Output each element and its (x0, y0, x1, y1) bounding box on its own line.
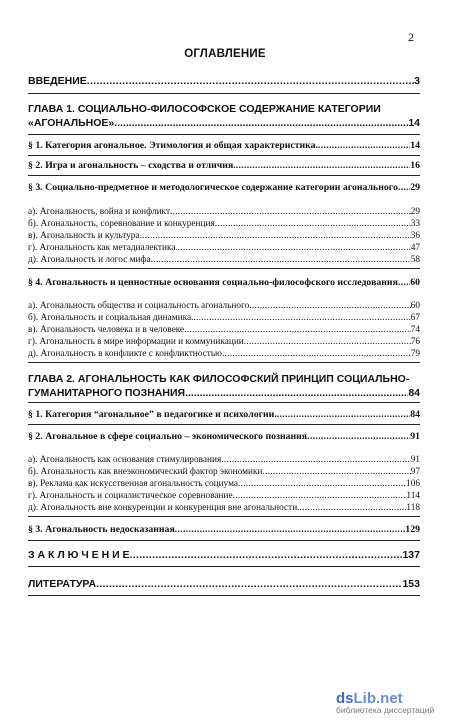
toc-entry-page: 106 (406, 479, 420, 489)
toc-entry-title: в). Агональность и культура (28, 231, 140, 241)
toc-entry-chapter-2[interactable] (28, 372, 420, 400)
toc-entry-title: д). Агональность в конфликте с конфликтностью (28, 349, 222, 359)
toc-entry-title: г). Агональность как метадиалектика. (28, 243, 178, 253)
toc-entry-page: 97 (410, 467, 420, 477)
divider (28, 566, 420, 567)
toc-entry-subsection[interactable] (28, 454, 420, 466)
toc-entry-subsection[interactable] (28, 336, 420, 348)
toc-entry-page: 153 (402, 578, 420, 590)
toc-entry-title: б). Агональность, соревнование и конкуренция (28, 219, 215, 229)
toc-entry-title: § 2. Агональное в сфере социально – экономического познания (28, 431, 308, 442)
watermark-subtitle: библиотека диссертаций (336, 705, 435, 715)
toc-entry-title: б). Агональность как внеэкономический фактор экономики (28, 467, 263, 477)
toc-entry-section[interactable] (28, 409, 420, 421)
toc-entry-subsection[interactable] (28, 242, 420, 254)
toc-entry-section[interactable] (28, 182, 420, 194)
toc-entry-subsection[interactable] (28, 218, 420, 230)
toc-entry-title: ГЛАВА 2. АГОНАЛЬНОСТЬ КАК ФИЛОСОФСКИЙ ПРИНЦИП СОЦИАЛЬНО- (28, 373, 410, 385)
toc-entry-section[interactable] (28, 160, 420, 172)
toc-entry-title: § 1. Категория “агональное” в педагогике и психологии. (28, 409, 277, 420)
toc-entry-title-continued: «АГОНАЛЬНОЕ» (28, 117, 115, 129)
toc-entry-section[interactable] (28, 431, 420, 443)
toc-entry-subsection[interactable] (28, 324, 420, 336)
toc-entry-page: 91 (410, 431, 420, 442)
toc-entry-subsection[interactable] (28, 348, 420, 360)
toc-entry-conclusion[interactable] (28, 549, 420, 561)
toc-entry-subsection[interactable] (28, 206, 420, 218)
divider (28, 268, 420, 269)
toc-entry-subsection[interactable] (28, 254, 420, 266)
toc-entry-title: г). Агональность в мире информации и коммуникации (28, 337, 244, 347)
toc-entry-title: в). Реклама как искусственная агональность социума (28, 479, 239, 489)
toc-entry-subsection[interactable] (28, 312, 420, 324)
toc-entry-page: 79 (410, 349, 420, 359)
toc-entry-title: а). Агональность общества и социальность агонального (28, 301, 250, 311)
toc-entry-subsection[interactable] (28, 478, 420, 490)
toc-entry-title: § 1. Категория агональное. Этимология и общая характеристика. (28, 140, 318, 151)
watermark (336, 690, 434, 715)
watermark-logo: dsLib.net (336, 690, 403, 707)
divider (28, 516, 420, 517)
toc-entry-page: 60 (410, 301, 420, 311)
toc-entry-subsection[interactable] (28, 230, 420, 242)
toc-entry-title: § 2. Игра и агональность – сходства и отличия. (28, 160, 236, 171)
toc-entry-page: 14 (410, 140, 420, 151)
toc-entry-page: 76 (410, 337, 420, 347)
toc-entry-page: 91 (410, 455, 420, 465)
toc-entry-subsection[interactable] (28, 490, 420, 502)
toc-entry-bibliography[interactable] (28, 578, 420, 590)
divider (28, 424, 420, 425)
toc-entry-title: д). Агональность и логос мифа (28, 255, 151, 265)
toc-entry-subsection[interactable] (28, 502, 420, 514)
toc-entry-title: г). Агональность и социалистическое соревнование (28, 491, 233, 501)
toc-entry-title: З А К Л Ю Ч Е Н И Е (28, 549, 130, 561)
toc-entry-title: в). Агональность человека и в человеке (28, 325, 185, 335)
toc-entry-page: 36 (410, 231, 420, 241)
divider (28, 155, 420, 156)
divider (28, 175, 420, 176)
toc-entry-title: ЛИТЕРАТУРА (28, 578, 97, 590)
toc-entry-title: а). Агональность как основания стимулирования (28, 455, 222, 465)
toc-entry-title: а). Агональность, война и конфликт (28, 207, 171, 217)
toc-entry-section[interactable] (28, 140, 420, 152)
toc-entry-subsection[interactable] (28, 300, 420, 312)
divider (28, 595, 420, 596)
toc-entry-page: 137 (402, 549, 420, 561)
divider (28, 134, 420, 135)
toc-entry-page: 74 (410, 325, 420, 335)
toc-entry-page: 84 (410, 409, 420, 420)
toc-entry-title: б). Агональность и социальная динамика. (28, 313, 194, 323)
toc-entry-page: 29 (410, 182, 420, 193)
toc-entry-page: 129 (405, 524, 420, 535)
toc-entry-title: § 4. Агональность и ценностные основания социально-философского исследования (28, 277, 398, 288)
toc-entry-title: ГЛАВА 1. СОЦИАЛЬНО-ФИЛОСОФСКОЕ СОДЕРЖАНИЕ КАТЕГОРИИ (28, 103, 381, 115)
toc-entry-page: 58 (410, 255, 420, 265)
toc-entry-title-continued: ГУМАНИТАРНОГО ПОЗНАНИЯ (28, 387, 186, 399)
toc-entry-section[interactable] (28, 277, 420, 289)
toc-entry-page: 16 (410, 160, 420, 171)
toc-entry-title: ВВЕДЕНИЕ (28, 75, 87, 87)
divider (28, 540, 420, 541)
divider (28, 93, 420, 94)
divider (28, 402, 420, 403)
toc-entry-section[interactable] (28, 524, 420, 536)
toc-entry-title: § 3. Социально-предметное и методологическое содержание категории агонального (28, 182, 398, 193)
page-title: ОГЛАВЛЕНИЕ (184, 48, 266, 60)
toc-entry-chapter-1[interactable] (28, 102, 420, 130)
toc-entry-page: 33 (410, 219, 420, 229)
toc-entry-page: 84 (408, 387, 420, 399)
toc-entry-title: д). Агональность вне конкуренции и конкуренция вне агональности. (28, 503, 300, 513)
toc-entry-introduction[interactable] (28, 75, 420, 87)
toc-entry-page: 29 (410, 207, 420, 217)
toc-entry-page: 114 (406, 491, 420, 501)
toc-entry-title: § 3. Агональность недосказанная (28, 524, 175, 535)
page-number: 2 (408, 30, 414, 44)
toc-entry-page: 14 (408, 117, 420, 129)
divider (28, 362, 420, 363)
toc-entry-page: 118 (406, 503, 420, 513)
toc-entry-page: 3 (414, 75, 420, 87)
toc-entry-page: 47 (410, 243, 420, 253)
toc-entry-page: 67 (410, 313, 420, 323)
toc-entry-subsection[interactable] (28, 466, 420, 478)
toc-entry-page: 60 (410, 277, 420, 288)
